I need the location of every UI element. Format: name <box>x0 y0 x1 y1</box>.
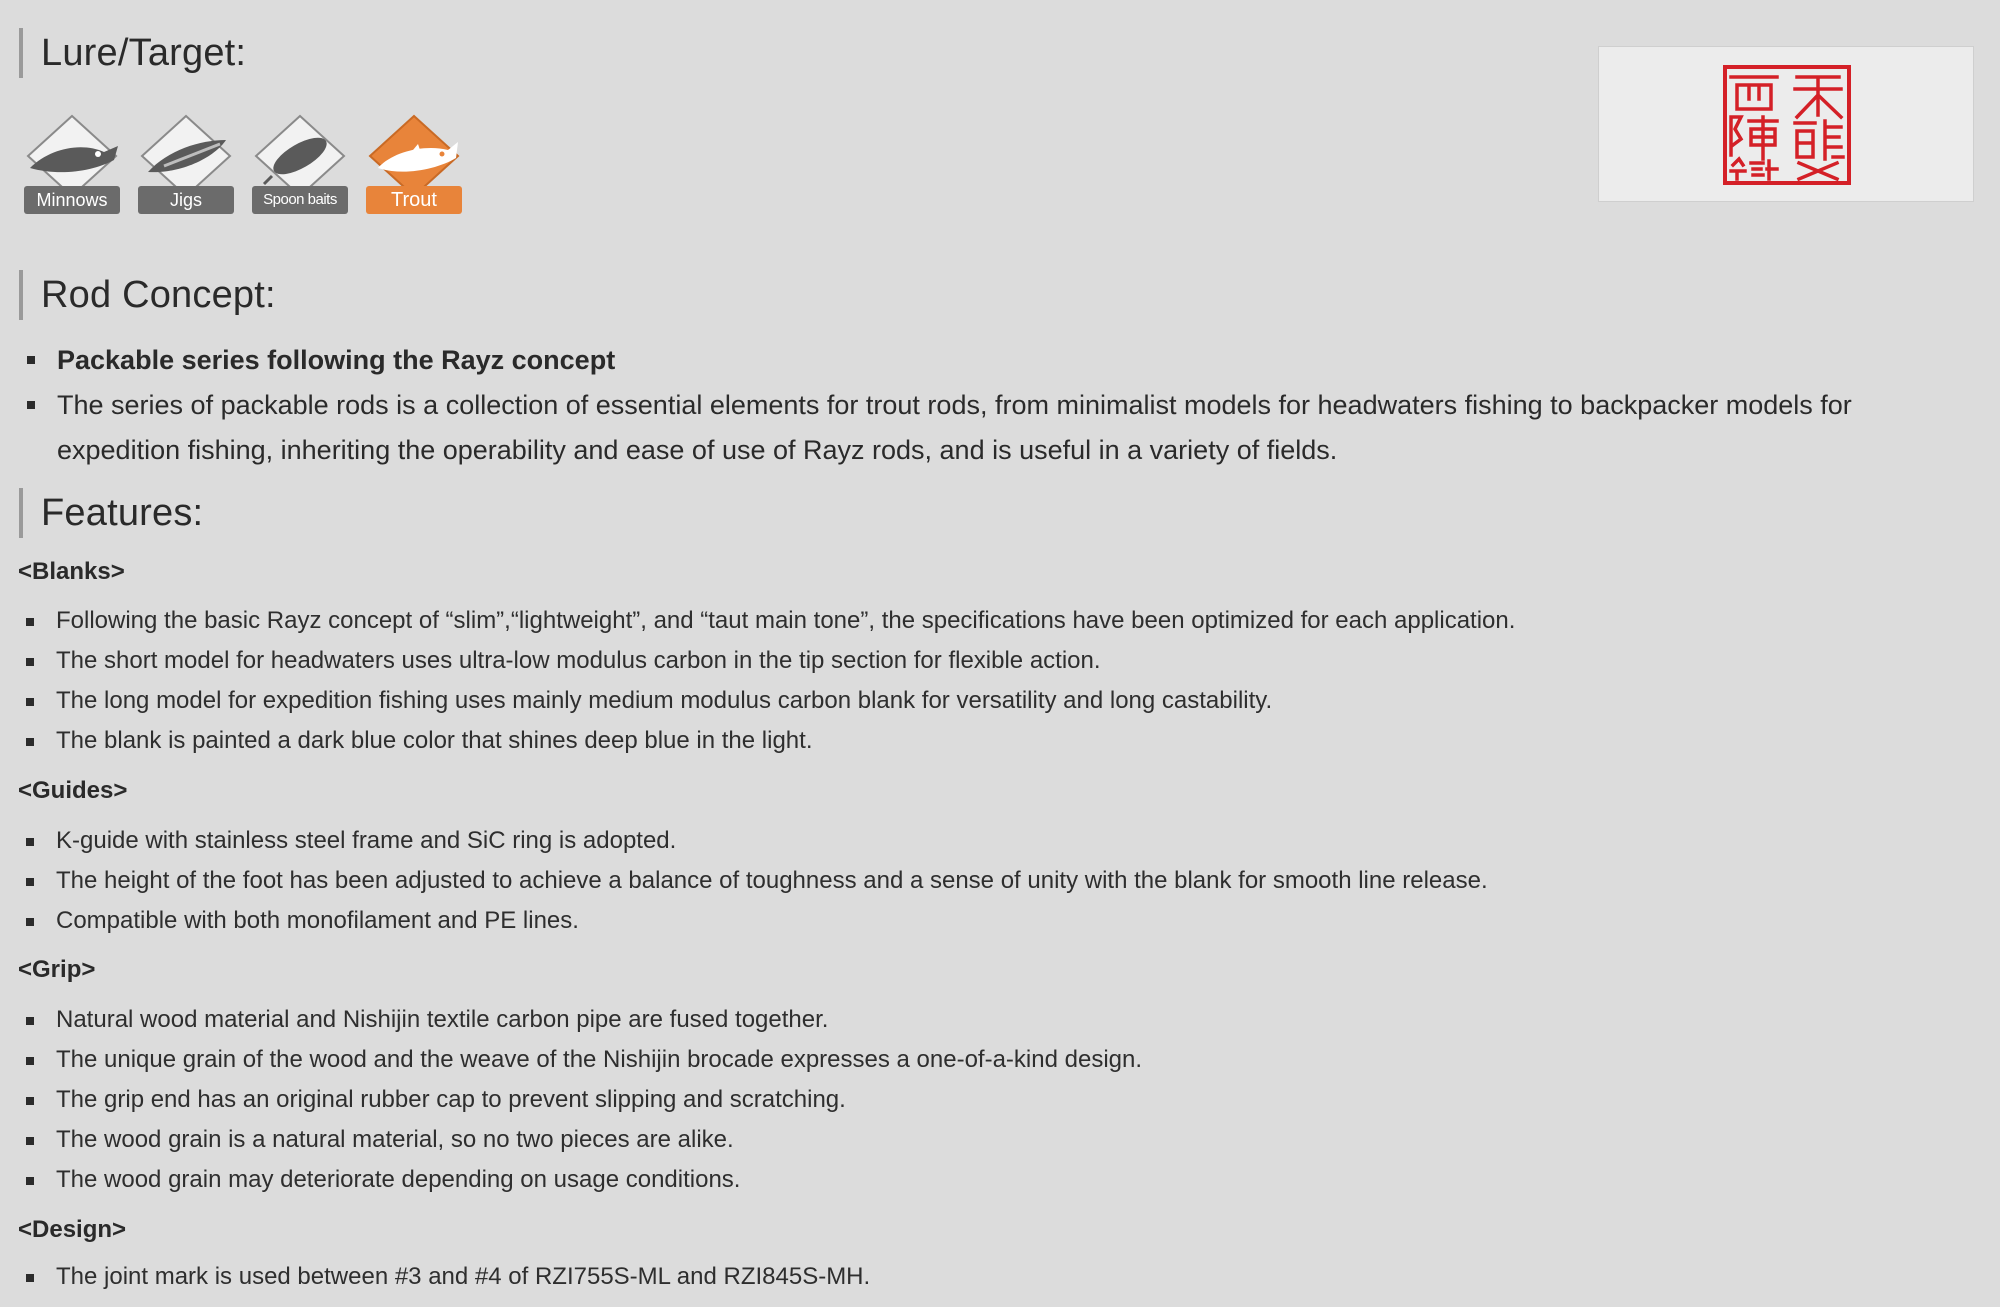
guides-list <box>18 821 1918 941</box>
lure-minnows[interactable] <box>20 110 124 216</box>
design-subheading: <Design> <box>18 1216 127 1243</box>
nishijin-seal-icon <box>1723 65 1851 185</box>
list-item: K-guide with stainless steel frame and SiC ring is adopted. <box>18 821 1918 861</box>
list-item: Packable series following the Rayz concept <box>20 338 1940 383</box>
list-item: The joint mark is used between #3 and #4 of RZI755S-ML and RZI845S-MH. <box>18 1257 1918 1297</box>
lure-label-minnows: Minnows <box>24 186 120 214</box>
list-item: Natural wood material and Nishijin textile carbon pipe are fused together. <box>18 1000 1918 1040</box>
list-item: The grip end has an original rubber cap to prevent slipping and scratching. <box>18 1080 1918 1120</box>
features-heading: Features: <box>19 488 203 538</box>
list-item: The height of the foot has been adjusted to achieve a balance of toughness and a sense of unity with the blank for smooth line release. <box>18 861 1918 901</box>
nishijin-logo-box <box>1598 46 1974 202</box>
lure-label-spoon-baits: Spoon baits <box>252 186 348 214</box>
lure-icon-row <box>20 110 466 216</box>
list-item: Following the basic Rayz concept of “slim”,“lightweight”, and “taut main tone”, the specifications have been optimized for each application. <box>18 601 1918 641</box>
design-list <box>18 1257 1918 1297</box>
lure-jigs[interactable] <box>134 110 238 216</box>
list-item: The long model for expedition fishing uses mainly medium modulus carbon blank for versatility and long castability. <box>18 681 1918 721</box>
lure-target-heading: Lure/Target: <box>19 28 246 78</box>
lure-spoon-baits[interactable] <box>248 110 352 216</box>
guides-subheading: <Guides> <box>18 777 128 804</box>
list-item: Compatible with both monofilament and PE lines. <box>18 901 1918 941</box>
grip-subheading: <Grip> <box>18 956 96 983</box>
grip-list <box>18 1000 1918 1200</box>
list-item: The unique grain of the wood and the weave of the Nishijin brocade expresses a one-of-a-kind design. <box>18 1040 1918 1080</box>
rod-concept-list <box>20 338 1940 473</box>
blanks-subheading: <Blanks> <box>18 558 125 585</box>
rod-concept-heading: Rod Concept: <box>19 270 276 320</box>
lure-label-jigs: Jigs <box>138 186 234 214</box>
list-item: The short model for headwaters uses ultra-low modulus carbon in the tip section for flexible action. <box>18 641 1918 681</box>
lure-trout[interactable] <box>362 110 466 216</box>
list-item: The series of packable rods is a collection of essential elements for trout rods, from minimalist models for headwaters fishing to backpacker models for expedition fishing, inheriting the operability and ease of use of Rayz rods, and is useful in a variety of fields. <box>20 383 1940 473</box>
list-item: The blank is painted a dark blue color that shines deep blue in the light. <box>18 721 1918 761</box>
list-item: The wood grain is a natural material, so no two pieces are alike. <box>18 1120 1918 1160</box>
blanks-list <box>18 601 1918 761</box>
list-item: The wood grain may deteriorate depending on usage conditions. <box>18 1160 1918 1200</box>
lure-label-trout: Trout <box>366 186 462 214</box>
